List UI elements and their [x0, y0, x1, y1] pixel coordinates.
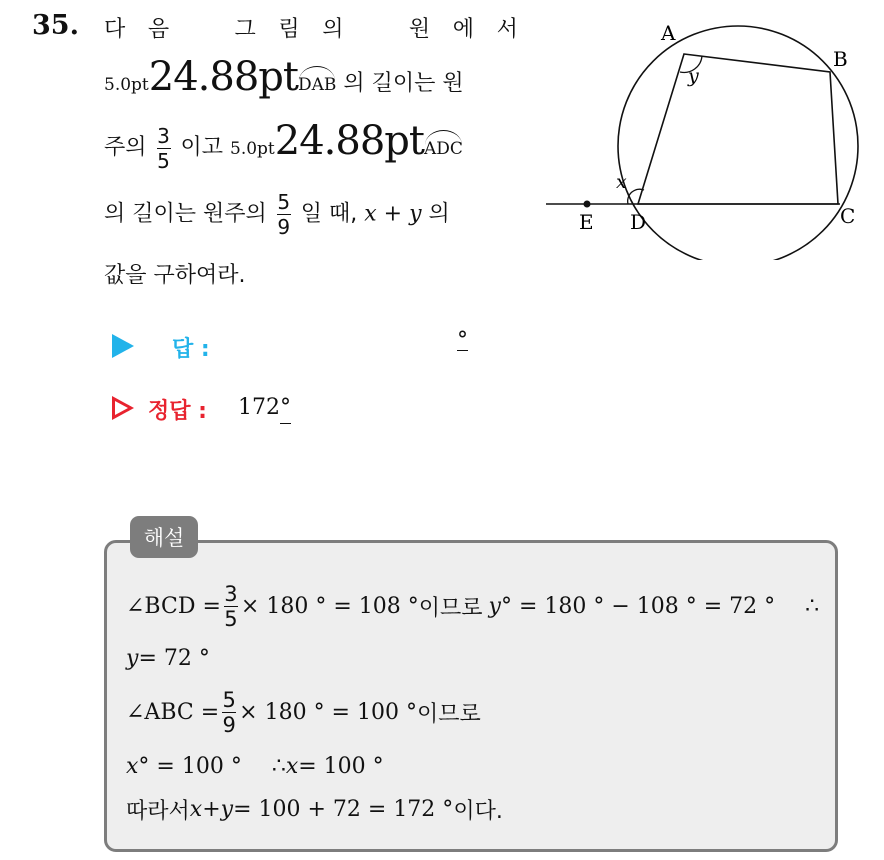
- fraction-5-9: [222, 688, 236, 737]
- text: 이다.: [453, 799, 503, 824]
- fraction-3-5: [224, 582, 238, 631]
- correct-label: 정답 :: [148, 399, 207, 424]
- word: 서: [496, 17, 518, 42]
- arc-dab: DAB: [297, 75, 337, 95]
- solution-tab: 해설: [130, 516, 198, 558]
- label-y: y: [688, 65, 699, 87]
- line3-mid: 이고: [180, 135, 231, 160]
- point-e: [584, 201, 591, 208]
- question-line-1: [104, 12, 518, 43]
- line2-suffix: 의 길이는 원: [336, 71, 464, 96]
- text: +: [202, 797, 221, 822]
- correct-number: 172: [238, 395, 280, 420]
- solution-line-1: [126, 582, 819, 631]
- correct-unit: °: [280, 395, 291, 420]
- quadrilateral-abcd: [638, 54, 838, 204]
- size-big: 24.88pt: [274, 118, 424, 164]
- text: × 180 ° = 100 °: [239, 700, 417, 725]
- word: 림: [278, 17, 300, 42]
- answer-unit: °: [457, 328, 468, 353]
- solution-line-4: [126, 754, 384, 779]
- text: ° = 180 ° − 108 ° = 72 °: [500, 594, 776, 619]
- size-prefix: 5.0pt: [104, 75, 149, 95]
- question-number: 35.: [32, 10, 79, 41]
- var-x: x: [126, 754, 139, 779]
- text: = 100 °: [298, 754, 384, 779]
- circle-figure: [540, 10, 880, 260]
- fraction-numerator: 5: [222, 688, 236, 712]
- text: 이므로: [418, 596, 483, 621]
- word: 원: [408, 17, 431, 42]
- var-y: y: [220, 797, 234, 822]
- line4-suffix: 의: [421, 201, 450, 227]
- label-b: B: [833, 47, 848, 71]
- fraction-5-9: [277, 190, 291, 239]
- arc-adc: ADC: [423, 139, 463, 159]
- size-prefix: 5.0pt: [230, 139, 275, 159]
- line3-prefix: 주의: [104, 135, 147, 160]
- solution-line-5: [126, 794, 503, 825]
- question-line-3: [104, 118, 463, 173]
- word: 음: [147, 17, 170, 42]
- label-x: x: [616, 171, 627, 193]
- fraction-denominator: 9: [277, 215, 291, 239]
- fraction-numerator: 3: [224, 582, 238, 606]
- line4-mid: 일 때,: [300, 201, 365, 227]
- var-x: x: [285, 754, 299, 779]
- word: 다: [104, 17, 126, 42]
- text: ∠BCD =: [126, 594, 221, 619]
- word: 그: [234, 17, 256, 42]
- label-d: D: [630, 210, 647, 234]
- solution-line-2: [126, 646, 210, 671]
- fraction-3-5: [157, 124, 171, 173]
- therefore-symbol: ∴: [271, 754, 286, 779]
- label-c: C: [840, 204, 856, 228]
- fraction-numerator: 3: [157, 123, 170, 148]
- var-y: y: [488, 594, 501, 619]
- line4-prefix: 의 길이는 원주의: [104, 201, 267, 227]
- text: = 72 °: [138, 646, 210, 671]
- word: 에: [452, 17, 474, 42]
- correct-arrow-icon: [112, 396, 134, 420]
- text: = 100 + 72 = 172 °: [233, 797, 454, 822]
- var-y: y: [126, 646, 139, 671]
- fraction-numerator: 5: [277, 190, 291, 214]
- answer-label: 답 :: [172, 337, 210, 362]
- question-line-4: [104, 190, 450, 239]
- fraction-denominator: 9: [222, 713, 236, 737]
- text: 이므로: [416, 702, 481, 727]
- word: 의: [322, 17, 344, 42]
- var-x: x: [189, 797, 203, 822]
- fraction-denominator: 5: [224, 607, 238, 631]
- fraction-denominator: 5: [157, 148, 170, 173]
- size-big: 24.88pt: [148, 54, 298, 100]
- label-a: A: [661, 21, 676, 45]
- answer-arrow-icon: [112, 334, 134, 358]
- correct-value: [238, 395, 291, 420]
- expression-x-plus-y: x + y: [364, 201, 422, 227]
- text: ° = 100 °: [138, 754, 242, 779]
- question-line-5: 값을 구하여라.: [104, 263, 246, 288]
- therefore-symbol: ∴: [805, 594, 820, 619]
- text: ∠ABC =: [126, 700, 220, 725]
- solution-line-3: [126, 688, 481, 737]
- text: × 180 ° = 108 °: [240, 594, 419, 619]
- question-line-2: [104, 54, 464, 100]
- text: 따라서: [126, 799, 190, 824]
- label-e: E: [579, 210, 594, 234]
